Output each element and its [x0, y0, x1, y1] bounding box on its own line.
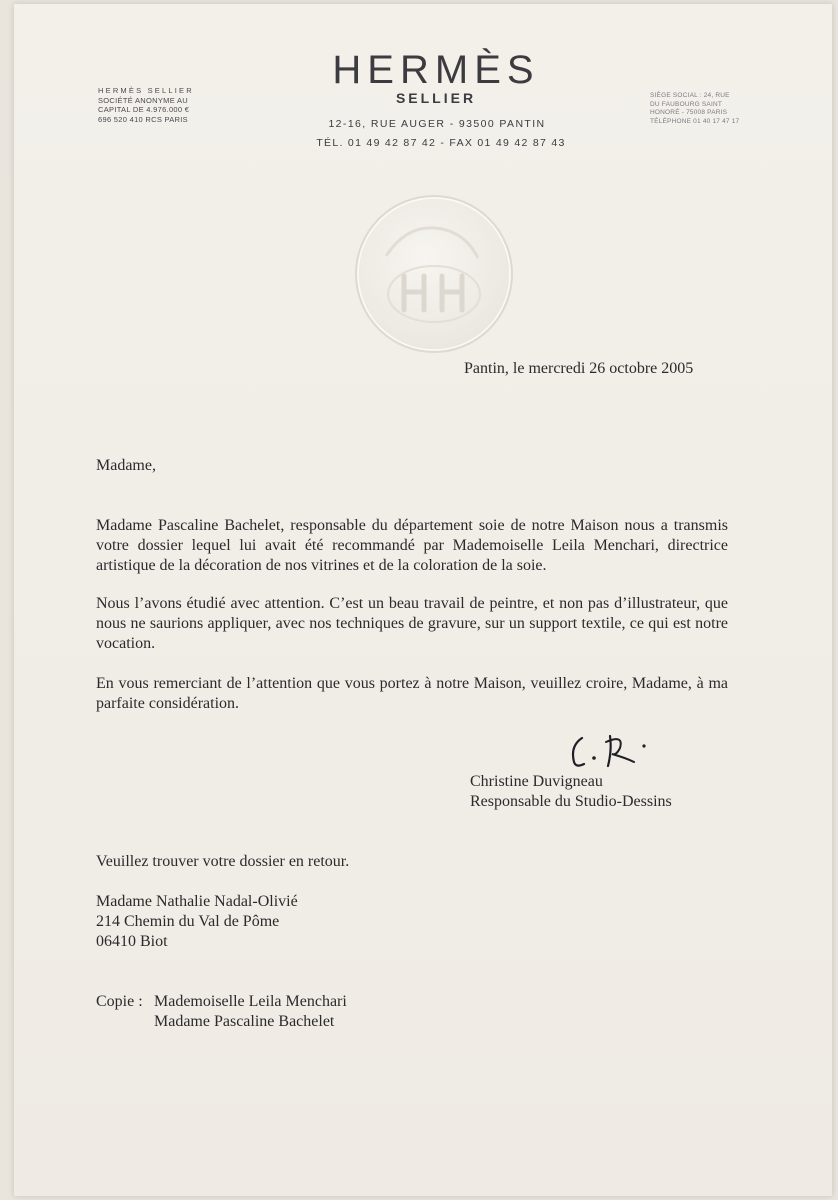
company-info-line: HERMÈS SELLIER [98, 86, 194, 95]
letter-sheet [14, 4, 832, 1196]
company-info-line: SOCIÉTÉ ANONYME AU [98, 95, 189, 105]
copy-recipient: Madame Pascaline Bachelet [154, 1013, 335, 1030]
head-office-line: SIÈGE SOCIAL : 24, RUE [650, 92, 730, 99]
brand-sub: SELLIER [395, 90, 477, 106]
copy-recipient: Mademoiselle Leila Menchari [154, 993, 347, 1010]
embossed-seal-icon [346, 186, 522, 362]
letter-date: Pantin, le mercredi 26 octobre 2005 [464, 360, 694, 377]
head-office-line: HONORÉ - 75008 PARIS [650, 109, 728, 116]
signer-title: Responsable du Studio-Dessins [470, 793, 672, 810]
recipient-line: 06410 Biot [96, 933, 168, 950]
signer-name: Christine Duvigneau [470, 773, 603, 790]
enclosure-note: Veuillez trouver votre dossier en retour. [96, 853, 350, 870]
handwritten-signature-icon [554, 726, 664, 776]
recipient-line: Madame Nathalie Nadal-Olivié [96, 893, 298, 910]
brand-name: HERMÈS [332, 48, 540, 92]
letterhead-address: 12-16, RUE AUGER - 93500 PANTIN [328, 118, 546, 130]
copy-label: Copie : [96, 993, 143, 1010]
paragraph: En vous remerciant de l’attention que vous portez à notre Maison, veuillez croire, Madame, à ma parfaite considération. [96, 675, 728, 712]
head-office-line: TÉLÉPHONE 01 40 17 47 17 [650, 117, 740, 125]
salutation: Madame, [96, 457, 156, 474]
paragraph: Madame Pascaline Bachelet, responsable du département soie de notre Maison nous a transmis votre dossier lequel lui avait été recommandé par Mademoiselle Leila Menchari, directrice artistique de la décoration de nos vitrines et de la coloration de la soie. [96, 517, 728, 574]
head-office-line: DU FAUBOURG SAINT [650, 100, 723, 108]
signer-block [470, 772, 672, 812]
copy-block [96, 992, 347, 1032]
recipient-line: 214 Chemin du Val de Pôme [96, 913, 280, 930]
recipient-address [96, 892, 298, 952]
company-info-line: 696 520 410 RCS PARIS [98, 114, 188, 124]
paragraph: Nous l’avons étudié avec attention. C’est un beau travail de peintre, et non pas d’illustrateur, que nous ne saurions appliquer, avec nos techniques de gravure, sur un support textile, ce qui est notre vocation. [96, 595, 728, 652]
company-info [98, 86, 194, 124]
company-info-line: CAPITAL DE 4.976.000 € [98, 105, 190, 114]
head-office-info [650, 92, 770, 126]
letterhead-phone-fax: TÉL. 01 49 42 87 42 - FAX 01 49 42 87 43 [316, 137, 566, 149]
